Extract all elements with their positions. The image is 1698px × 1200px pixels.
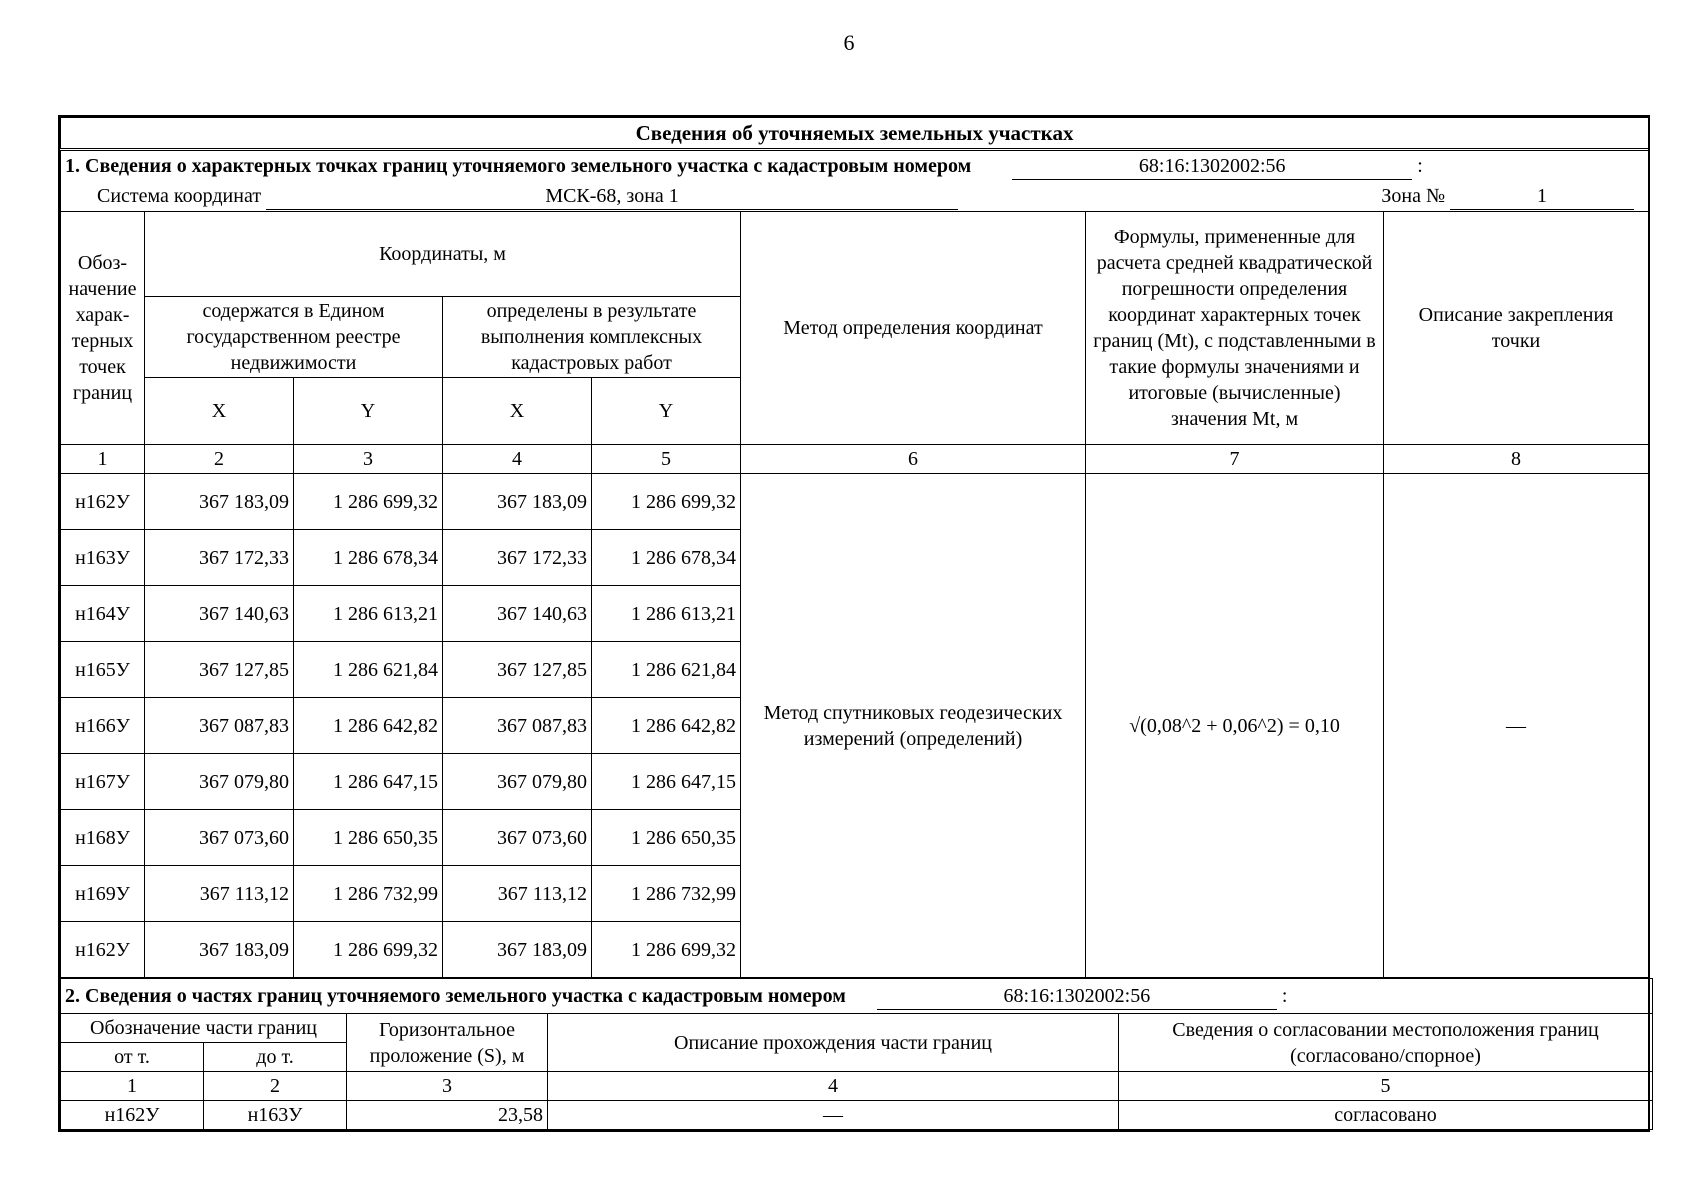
col-number: 2 xyxy=(204,1072,347,1101)
header-y2: Y xyxy=(592,378,741,445)
point-name: н168У xyxy=(61,810,145,866)
formula-value: √(0,08^2 + 0,06^2) = 0,10 xyxy=(1086,474,1384,978)
method-value: Метод спутниковых геодезических измерений (определений) xyxy=(741,474,1086,978)
document-frame xyxy=(58,115,1650,1132)
coord-x-egrn: 367 073,60 xyxy=(145,810,294,866)
coord-x-egrn: 367 183,09 xyxy=(145,922,294,978)
coord-x-ckr: 367 172,33 xyxy=(443,530,592,586)
col-number: 7 xyxy=(1086,445,1384,474)
col-number: 4 xyxy=(548,1072,1119,1101)
zone-label: Зона № xyxy=(1381,185,1446,207)
header-from: от т. xyxy=(61,1043,204,1072)
header-x2: X xyxy=(443,378,592,445)
coord-y-ckr: 1 286 621,84 xyxy=(592,642,741,698)
section1-colon: : xyxy=(1417,154,1423,177)
part-description: — xyxy=(548,1101,1119,1130)
coord-x-egrn: 367 079,80 xyxy=(145,754,294,810)
section2-heading-row xyxy=(61,979,1653,1014)
table-row xyxy=(61,474,1649,530)
point-name: н164У xyxy=(61,586,145,642)
col-number: 3 xyxy=(347,1072,548,1101)
point-name: н166У xyxy=(61,698,145,754)
horizontal-distance: 23,58 xyxy=(347,1101,548,1130)
coord-y-egrn: 1 286 732,99 xyxy=(294,866,443,922)
coord-y-egrn: 1 286 699,32 xyxy=(294,922,443,978)
col-number: 5 xyxy=(592,445,741,474)
coord-y-ckr: 1 286 699,32 xyxy=(592,474,741,530)
section1-heading: 1. Сведения о характерных точках границ уточняемого земельного участка с кадастровым номером xyxy=(65,154,972,177)
col-number: 5 xyxy=(1119,1072,1653,1101)
point-name: н163У xyxy=(61,530,145,586)
header-to: до т. xyxy=(204,1043,347,1072)
coord-x-egrn: 367 113,12 xyxy=(145,866,294,922)
coord-y-ckr: 1 286 699,32 xyxy=(592,922,741,978)
coord-y-ckr: 1 286 647,15 xyxy=(592,754,741,810)
table-row xyxy=(61,1101,1653,1130)
coord-y-egrn: 1 286 647,15 xyxy=(294,754,443,810)
coord-system-value: МСК-68, зона 1 xyxy=(266,183,958,210)
section1-cadastral-number: 68:16:1302002:56 xyxy=(1012,153,1412,180)
coord-y-egrn: 1 286 678,34 xyxy=(294,530,443,586)
col-number: 1 xyxy=(61,1072,204,1101)
coord-x-ckr: 367 140,63 xyxy=(443,586,592,642)
header-ckr: определены в результате выполнения комплексных кадастровых работ xyxy=(443,297,741,378)
coord-system-label: Система координат xyxy=(97,184,262,207)
coord-x-ckr: 367 087,83 xyxy=(443,698,592,754)
header-egrn: содержатся в Едином государственном реестре недвижимости xyxy=(145,297,443,378)
point-name: н165У xyxy=(61,642,145,698)
header-agreement: Сведения о согласовании местоположения границ (согласовано/спорное) xyxy=(1119,1014,1653,1072)
coord-y-ckr: 1 286 642,82 xyxy=(592,698,741,754)
header-part: Обозначение части границ xyxy=(61,1014,347,1043)
coord-y-egrn: 1 286 621,84 xyxy=(294,642,443,698)
coord-y-ckr: 1 286 650,35 xyxy=(592,810,741,866)
col-number: 8 xyxy=(1384,445,1649,474)
col-number: 6 xyxy=(741,445,1086,474)
part-from: н162У xyxy=(61,1101,204,1130)
col-number: 2 xyxy=(145,445,294,474)
coord-x-egrn: 367 087,83 xyxy=(145,698,294,754)
coord-x-ckr: 367 079,80 xyxy=(443,754,592,810)
section1-heading-row xyxy=(61,150,1649,182)
header-y1: Y xyxy=(294,378,443,445)
coord-system-row xyxy=(61,181,1649,212)
point-name: н167У xyxy=(61,754,145,810)
header-x1: X xyxy=(145,378,294,445)
section2-colon: : xyxy=(1281,984,1288,1007)
header-fixing: Описание закрепления точки xyxy=(1384,212,1649,445)
section2-cadastral-number: 68:16:1302002:56 xyxy=(877,983,1277,1010)
section2-heading: 2. Сведения о частях границ уточняемого земельного участка с кадастровым номером xyxy=(65,984,846,1007)
header-horizontal: Горизонтальное проложение (S), м xyxy=(347,1014,548,1072)
coord-y-ckr: 1 286 613,21 xyxy=(592,586,741,642)
coord-x-ckr: 367 183,09 xyxy=(443,922,592,978)
coord-x-ckr: 367 113,12 xyxy=(443,866,592,922)
coord-x-egrn: 367 140,63 xyxy=(145,586,294,642)
col-number: 4 xyxy=(443,445,592,474)
header-coordinates: Координаты, м xyxy=(145,212,741,297)
col-number: 3 xyxy=(294,445,443,474)
coord-y-egrn: 1 286 650,35 xyxy=(294,810,443,866)
coord-y-egrn: 1 286 613,21 xyxy=(294,586,443,642)
header-point-designation: Обоз- начение харак- терных точек границ xyxy=(61,212,145,445)
col-number: 1 xyxy=(61,445,145,474)
part-to: н163У xyxy=(204,1101,347,1130)
coord-x-egrn: 367 172,33 xyxy=(145,530,294,586)
coord-x-ckr: 367 127,85 xyxy=(443,642,592,698)
header-method: Метод определения координат xyxy=(741,212,1086,445)
page-number: 6 xyxy=(843,30,855,55)
header-formula: Формулы, примененные для расчета средней квадратической погрешности определения координат характерных точек границ (Mt), с подставленными в такие формулы значениями и итоговые (вычисленные) значения Mt, м xyxy=(1086,212,1384,445)
coord-x-ckr: 367 073,60 xyxy=(443,810,592,866)
point-name: н162У xyxy=(61,474,145,530)
coord-y-egrn: 1 286 699,32 xyxy=(294,474,443,530)
coord-y-ckr: 1 286 678,34 xyxy=(592,530,741,586)
point-name: н169У xyxy=(61,866,145,922)
header-description: Описание прохождения части границ xyxy=(548,1014,1119,1072)
fixing-value: — xyxy=(1384,474,1649,978)
section1-table xyxy=(60,117,1649,978)
coord-y-ckr: 1 286 732,99 xyxy=(592,866,741,922)
coord-y-egrn: 1 286 642,82 xyxy=(294,698,443,754)
zone-value: 1 xyxy=(1450,183,1634,210)
coord-x-egrn: 367 127,85 xyxy=(145,642,294,698)
document-title: Сведения об уточняемых земельных участках xyxy=(61,118,1649,150)
section2-table xyxy=(60,978,1653,1130)
coord-x-egrn: 367 183,09 xyxy=(145,474,294,530)
point-name: н162У xyxy=(61,922,145,978)
agreement-status: согласовано xyxy=(1119,1101,1653,1130)
coord-x-ckr: 367 183,09 xyxy=(443,474,592,530)
